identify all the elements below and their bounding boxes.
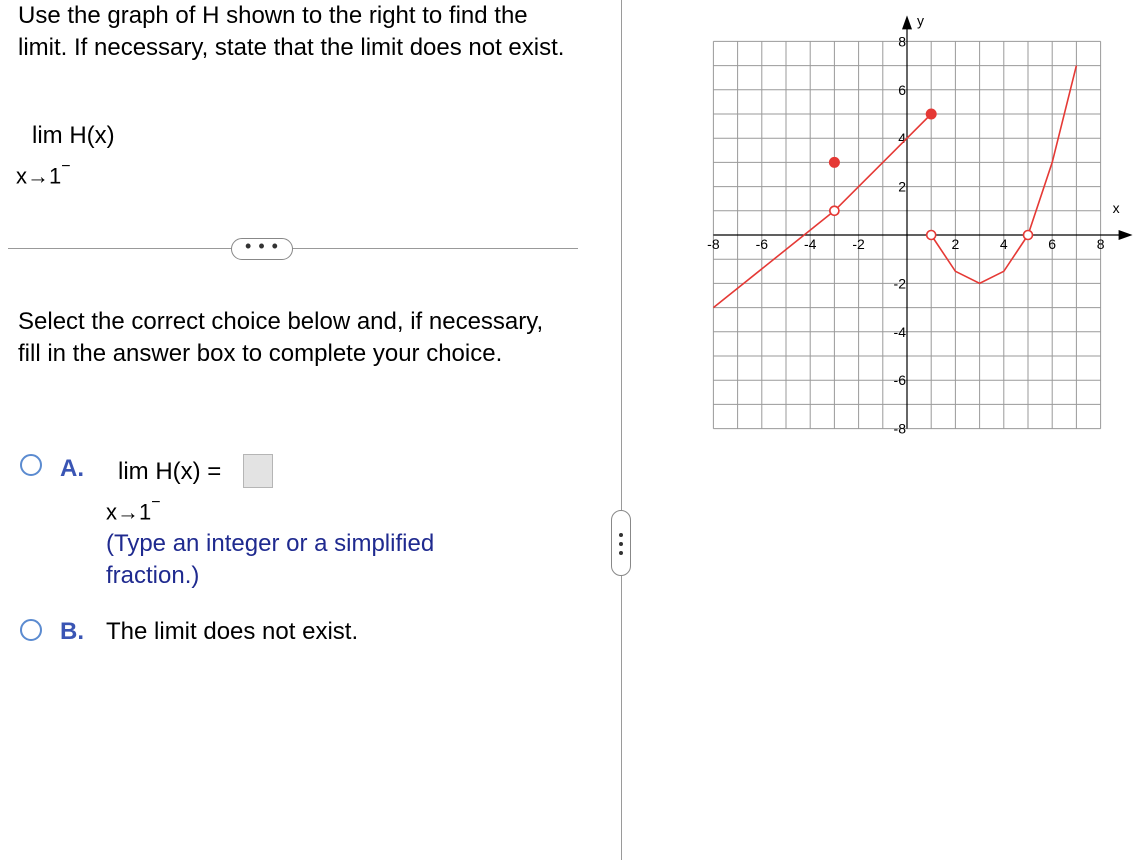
- choice-a-letter: A.: [60, 455, 84, 482]
- x-tick-label: -6: [755, 236, 769, 252]
- y-tick-label: 8: [898, 33, 906, 50]
- choice-b-radio[interactable]: [20, 619, 42, 641]
- open-point: [927, 231, 936, 240]
- panel-resize-handle[interactable]: [611, 510, 631, 576]
- open-point: [1024, 231, 1033, 240]
- x-axis-arrow: [1119, 230, 1133, 240]
- limit-subscript: [16, 158, 71, 189]
- instruction-text: Select the correct choice below and, if necessary, fill in the answer box to complete your choice.: [18, 308, 544, 367]
- limit-expression: lim H(x): [32, 122, 115, 149]
- open-point: [830, 206, 839, 215]
- graph-of-h: [700, 0, 1136, 440]
- y-tick-label: -8: [893, 420, 906, 437]
- x-tick-label: 4: [999, 236, 1008, 252]
- question-prompt: Use the graph of H shown to the right to find the limit. If necessary, state that the limit does not exist.: [18, 2, 565, 61]
- x-tick-label: -8: [707, 236, 720, 252]
- choice-a-radio[interactable]: [20, 454, 42, 476]
- x-tick-label: 2: [951, 236, 960, 252]
- answer-input[interactable]: [243, 454, 273, 488]
- more-options-button[interactable]: • • •: [231, 238, 293, 260]
- panel-separator[interactable]: [621, 0, 622, 860]
- choice-a-subscript-var: x→1: [106, 499, 152, 525]
- y-tick-label: 2: [898, 178, 906, 195]
- section-divider: [8, 248, 578, 249]
- choice-b-letter: B.: [60, 618, 84, 645]
- choice-a-subscript-dir: −: [151, 494, 161, 511]
- axes: [713, 12, 1132, 428]
- limit-subscript-dir: −: [61, 158, 71, 175]
- limit-subscript-var: x→1: [16, 163, 62, 189]
- y-tick-label: -6: [893, 372, 906, 389]
- y-axis-label: y: [917, 12, 924, 29]
- choice-b-text: The limit does not exist.: [106, 618, 359, 645]
- y-axis-arrow: [902, 15, 912, 29]
- answer-hint: (Type an integer or a simplified fraction.): [106, 530, 435, 589]
- x-tick-label: 8: [1096, 236, 1105, 252]
- x-tick-label: -2: [852, 236, 865, 252]
- y-tick-label: 6: [898, 81, 906, 98]
- choice-a-limit: lim H(x) =: [118, 458, 222, 485]
- x-tick-label: -4: [803, 236, 817, 252]
- y-tick-label: -2: [893, 275, 906, 292]
- x-tick-label: 6: [1048, 236, 1057, 252]
- isolated-closed-point: [829, 157, 839, 167]
- x-axis-label: x: [1112, 200, 1120, 216]
- closed-point: [926, 109, 936, 119]
- y-tick-label: -4: [893, 323, 906, 340]
- y-tick-label: 4: [898, 130, 906, 147]
- choice-a-subscript: [106, 494, 161, 525]
